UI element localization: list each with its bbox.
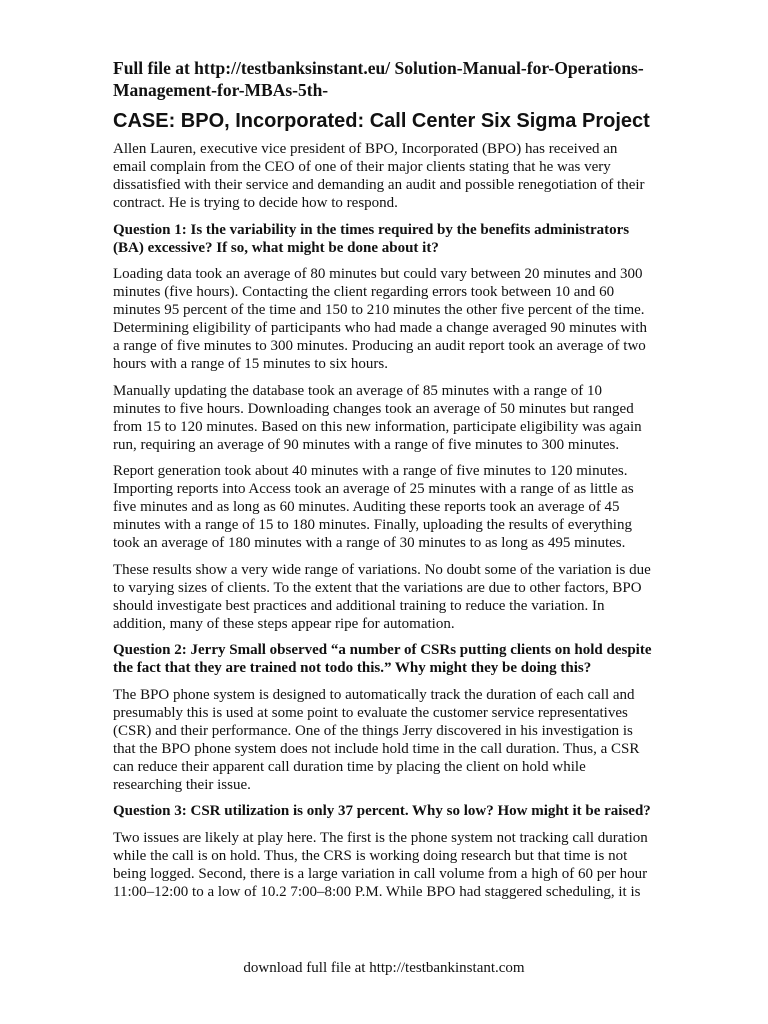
answer-line: The BPO phone system is designed to automatically track the duration of each call and: [113, 686, 635, 703]
answer-line: Two issues are likely at play here. The first is the phone system not tracking call duration: [113, 829, 648, 846]
download-header: [113, 57, 703, 101]
question-1-heading-line: Question 1: Is the variability in the times required by the benefits administrators: [113, 221, 630, 238]
intro-paragraph: [113, 140, 703, 212]
question-3-heading-line: Question 3: CSR utilization is only 37 percent. Why so low? How might it be raised?: [113, 803, 651, 819]
question-2-heading-line: the fact that they are trained not todo this.” Why might they be doing this?: [113, 660, 592, 676]
answer-line: minutes (five hours). Contacting the client regarding errors took between 10 and 60: [113, 284, 615, 300]
answer-line: five minutes and as long as 60 minutes. Auditing these reports took an average of 45: [113, 499, 620, 515]
answer-line: Determining eligibility of participants who had made a change averaged 90 minutes with: [113, 320, 648, 336]
answer-line: minutes with a range of 15 to 180 minutes. Finally, uploading the results of everything: [113, 517, 632, 533]
answer-line: Loading data took an average of 80 minutes but could vary between 20 minutes and 300: [113, 266, 643, 282]
question-1-answer-paragraph: [113, 561, 703, 633]
answer-line: Report generation took about 40 minutes with a range of five minutes to 120 minutes.: [113, 463, 628, 479]
answer-line: from 15 to 120 minutes. Based on this new information, participate eligibility was again: [113, 418, 642, 435]
download-footer: download full file at http://testbankinstant.com: [243, 960, 525, 976]
answer-line: a range of five minutes to 300 minutes. Producing an audit report took an average of two: [113, 338, 646, 354]
case-title: CASE: BPO, Incorporated: Call Center Six Sigma Project: [113, 110, 650, 132]
answer-line: while the call is on hold. Thus, the CRS is working doing research but that time is not: [113, 847, 628, 864]
answer-line: to varying sizes of clients. To the extent that the variations are due to other factors, BPO: [113, 579, 642, 596]
answer-line: hours with a range of 15 minutes to six hours.: [113, 356, 388, 372]
question-1-heading: [113, 221, 703, 257]
answer-line: can reduce their apparent call duration time by placing the client on hold while: [113, 758, 586, 775]
answer-line: (CSR) and their performance. One of the things Jerry discovered in his investigation is: [113, 722, 633, 739]
question-1-answer-paragraph: [113, 462, 703, 552]
question-3-answer-paragraph: [113, 829, 703, 901]
question-1-answer-paragraph: [113, 382, 703, 454]
answer-line: took an average of 180 minutes with a range of 30 minutes to as long as 495 minutes.: [113, 535, 626, 551]
answer-line: researching their issue.: [113, 776, 251, 793]
answer-line: minutes to five hours. Downloading changes took an average of 50 minutes but ranged: [113, 400, 634, 417]
question-2-heading: [113, 641, 703, 677]
question-3-heading: [113, 802, 703, 820]
answer-line: These results show a very wide range of variations. No doubt some of the variation is due: [113, 561, 651, 578]
question-1-heading-line: (BA) excessive? If so, what might be done about it?: [113, 239, 439, 256]
intro-paragraph-line: dissatisfied with their service and demanding an audit and possible renegotiation of their: [113, 177, 645, 193]
question-2-answer-paragraph: [113, 686, 703, 794]
answer-line: addition, many of these steps appear ripe for automation.: [113, 615, 455, 632]
answer-line: presumably this is used at some point to evaluate the customer service representatives: [113, 704, 628, 721]
answer-line: 11:00–12:00 to a low of 10.2 7:00–8:00 P.M. While BPO had staggered scheduling, it is: [113, 883, 641, 900]
intro-paragraph-line: email complain from the CEO of one of their major clients stating that he was very: [113, 159, 611, 175]
answer-line: Importing reports into Access took an average of 25 minutes with a range of as little as: [113, 481, 634, 497]
answer-line: run, requiring an average of 90 minutes with a range of five minutes to 300 minutes.: [113, 436, 620, 453]
document-body: [113, 57, 703, 909]
answer-line: that the BPO phone system does not include hold time in the call duration. Thus, a CSR: [113, 740, 640, 757]
question-2-heading-line: Question 2: Jerry Small observed “a number of CSRs putting clients on hold despite: [113, 642, 652, 658]
intro-paragraph-line: contract. He is trying to decide how to respond.: [113, 195, 398, 211]
answer-line: Manually updating the database took an average of 85 minutes with a range of 10: [113, 382, 603, 399]
question-1-answer-paragraph: [113, 265, 703, 373]
intro-paragraph-line: Allen Lauren, executive vice president of BPO, Incorporated (BPO) has received an: [113, 141, 618, 157]
answer-line: minutes 95 percent of the time and 150 to 210 minutes the other five percent of the time.: [113, 302, 645, 318]
answer-line: should investigate best practices and additional training to reduce the variation. In: [113, 597, 605, 614]
answer-line: being logged. Second, there is a large variation in call volume from a high of 60 per hour: [113, 865, 648, 882]
download-header-line: Management-for-MBAs-5th-: [113, 80, 329, 100]
download-header-line: Full file at http://testbanksinstant.eu/ Solution-Manual-for-Operations-: [113, 58, 644, 78]
